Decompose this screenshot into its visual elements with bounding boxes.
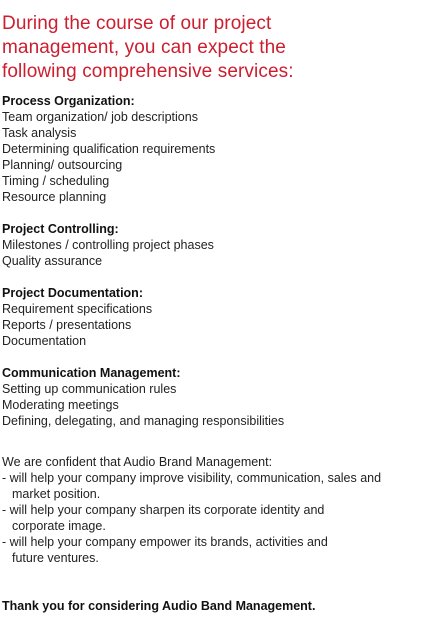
service-item: Requirement specifications	[2, 302, 153, 316]
service-item: Team organization/ job descriptions	[2, 110, 198, 124]
confidence-bullet	[2, 534, 432, 566]
section-title: Communication Management:	[2, 366, 181, 380]
confidence-bullet	[2, 470, 432, 502]
section-communication-management	[2, 365, 432, 429]
bullet-line: - will help your company improve visibility, communication, sales and	[2, 471, 382, 485]
intro-line: following comprehensive services:	[2, 61, 294, 82]
section-title: Process Organization:	[2, 94, 135, 108]
service-item: Resource planning	[2, 190, 107, 204]
section-project-controlling	[2, 221, 432, 269]
service-item: Documentation	[2, 334, 87, 348]
services-page	[2, 12, 432, 614]
section-project-documentation	[2, 285, 432, 349]
bullet-continuation: corporate image.	[12, 519, 106, 533]
section-title: Project Documentation:	[2, 286, 143, 300]
confidence-lead: We are confident that Audio Brand Management:	[2, 455, 273, 469]
intro-heading	[2, 12, 432, 84]
confidence-bullet	[2, 502, 432, 534]
service-item: Setting up communication rules	[2, 382, 177, 396]
bullet-continuation: future ventures.	[12, 551, 99, 565]
service-item: Planning/ outsourcing	[2, 158, 123, 172]
service-item: Milestones / controlling project phases	[2, 238, 214, 252]
service-item: Defining, delegating, and managing responsibilities	[2, 414, 285, 428]
service-item: Timing / scheduling	[2, 174, 110, 188]
intro-line: management, you can expect the	[2, 37, 286, 58]
section-process-organization	[2, 93, 432, 205]
service-item: Quality assurance	[2, 254, 103, 268]
service-item: Moderating meetings	[2, 398, 119, 412]
bullet-continuation: market position.	[12, 487, 101, 501]
bullet-line: - will help your company sharpen its corporate identity and	[2, 503, 325, 517]
intro-line: During the course of our project	[2, 13, 272, 34]
confidence-block	[2, 454, 432, 566]
thank-you-note: Thank you for considering Audio Band Management.	[2, 599, 316, 613]
service-item: Reports / presentations	[2, 318, 132, 332]
section-title: Project Controlling:	[2, 222, 119, 236]
bullet-line: - will help your company empower its brands, activities and	[2, 535, 328, 549]
service-item: Determining qualification requirements	[2, 142, 216, 156]
services-list	[2, 93, 432, 429]
service-item: Task analysis	[2, 126, 77, 140]
